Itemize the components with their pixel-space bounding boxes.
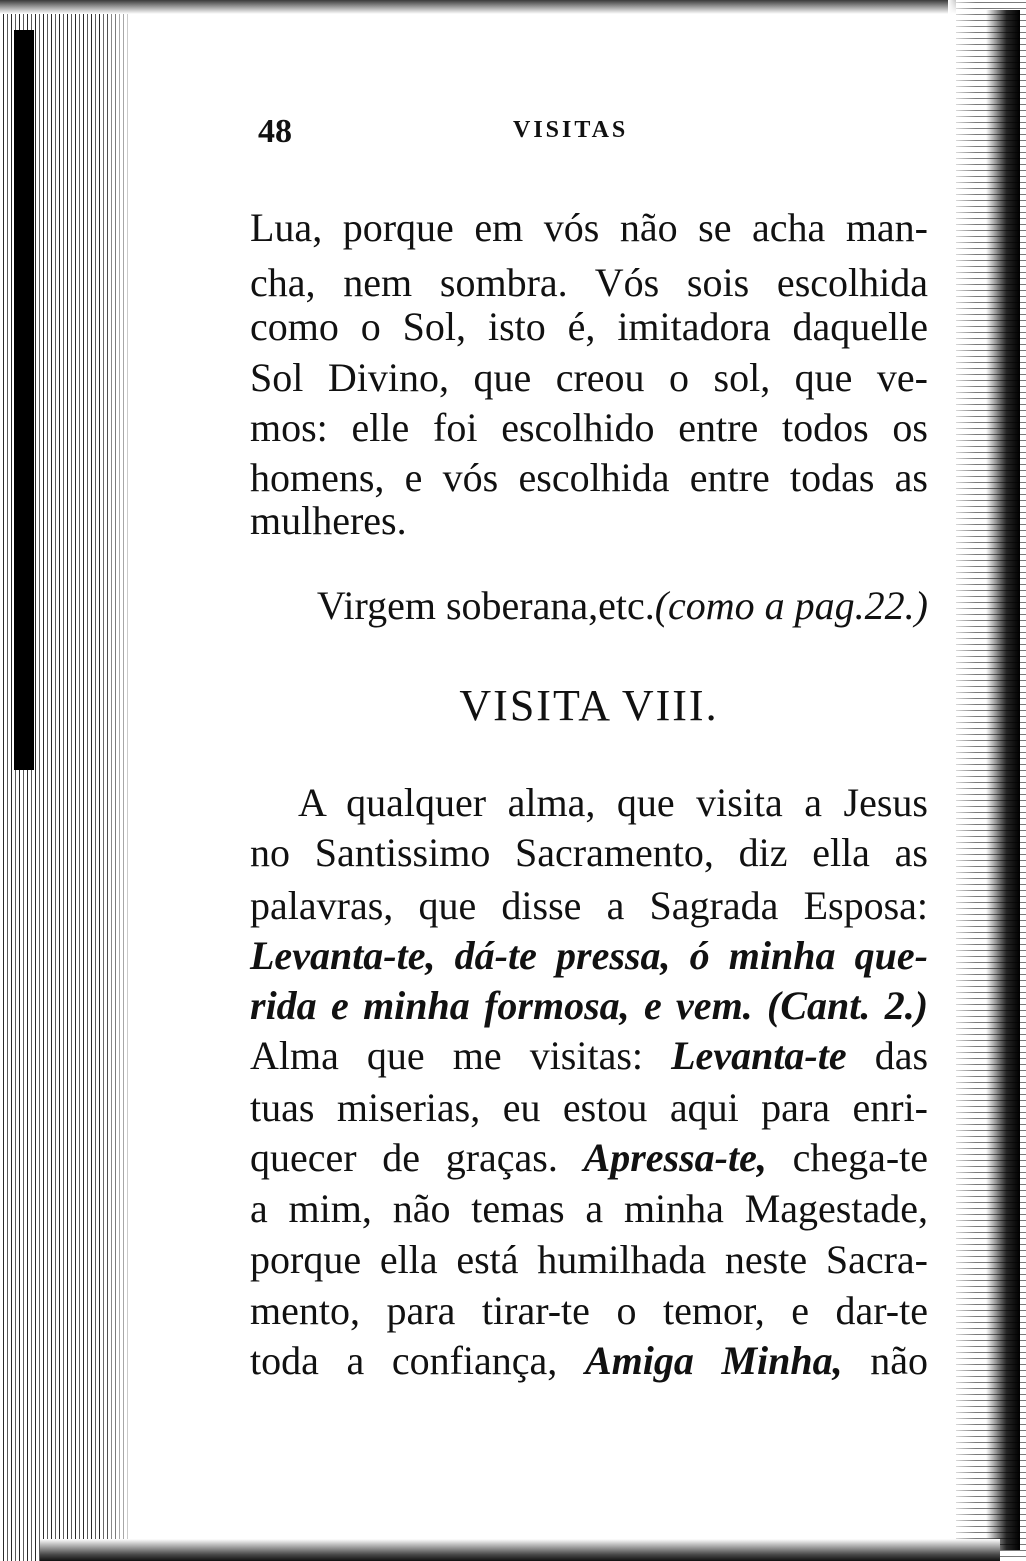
page-bottom-edge [40, 1539, 1000, 1561]
text-span: não [870, 1338, 929, 1383]
text-line: mento, para tirar-te o temor, e dar-te [250, 1288, 928, 1333]
text-line [250, 928, 928, 984]
text-line: mos: elle foi escolhido entre todos os [250, 405, 928, 450]
text-line [250, 1333, 928, 1389]
text-line: palavras, que disse a Sagrada Esposa: [250, 883, 928, 928]
running-head: VISITAS [513, 117, 629, 143]
page-right-shadow [986, 10, 1020, 1550]
italic-quote: Levanta-te [671, 1033, 847, 1078]
text-line: homens, e vós escolhida entre todas as [250, 455, 928, 500]
section-title: VISITA VIII. [459, 681, 719, 730]
text-line: Sol Divino, que creou o sol, que ve- [250, 355, 928, 400]
text-line [250, 1130, 928, 1186]
text-line: a mim, não temas a minha Magestade, [250, 1186, 928, 1231]
page-right-fade [948, 0, 976, 1561]
text-span: das [874, 1033, 929, 1078]
text-line [250, 1028, 928, 1084]
page-number: 48 [258, 113, 292, 150]
text-line: no Santissimo Sacramento, diz ella as [250, 830, 928, 875]
rubric-text: Virgem soberana,etc. [316, 583, 655, 628]
text-span: quecer de graças. [250, 1135, 558, 1180]
italic-quote: Amiga Minha, [584, 1338, 843, 1383]
page-header [258, 113, 928, 153]
rubric-line [290, 578, 928, 634]
italic-quote: Levanta-te, dá-te pressa, ó minha que- [250, 933, 928, 978]
text-span: Alma que me visitas: [250, 1033, 644, 1078]
text-span: toda a confiança, [250, 1338, 558, 1383]
italic-quote: Apressa-te, [583, 1135, 767, 1180]
scripture-reference: (Cant. 2.) [767, 983, 929, 1028]
page-top-edge [0, 0, 1026, 14]
rubric-reference: (como a pag.22.) [654, 583, 928, 628]
text-line: Lua, porque em vós não se acha man- [250, 205, 928, 250]
text-line: como o Sol, isto é, imitadora daquelle [250, 304, 928, 349]
text-line: tuas miserias, eu estou aqui para enri- [250, 1085, 928, 1130]
book-spine-fade [100, 0, 140, 1561]
text-line: cha, nem sombra. Vós sois escolhida [250, 260, 928, 305]
text-line [250, 978, 928, 1034]
text-line: mulheres. [250, 498, 407, 543]
italic-quote: rida e minha formosa, e vem. [250, 983, 753, 1028]
text-span: chega-te [792, 1135, 929, 1180]
text-line: A qualquer alma, que visita a Jesus [298, 780, 928, 825]
book-spine-shadow [14, 30, 34, 770]
text-line: porque ella está humilhada neste Sacra- [250, 1237, 928, 1282]
